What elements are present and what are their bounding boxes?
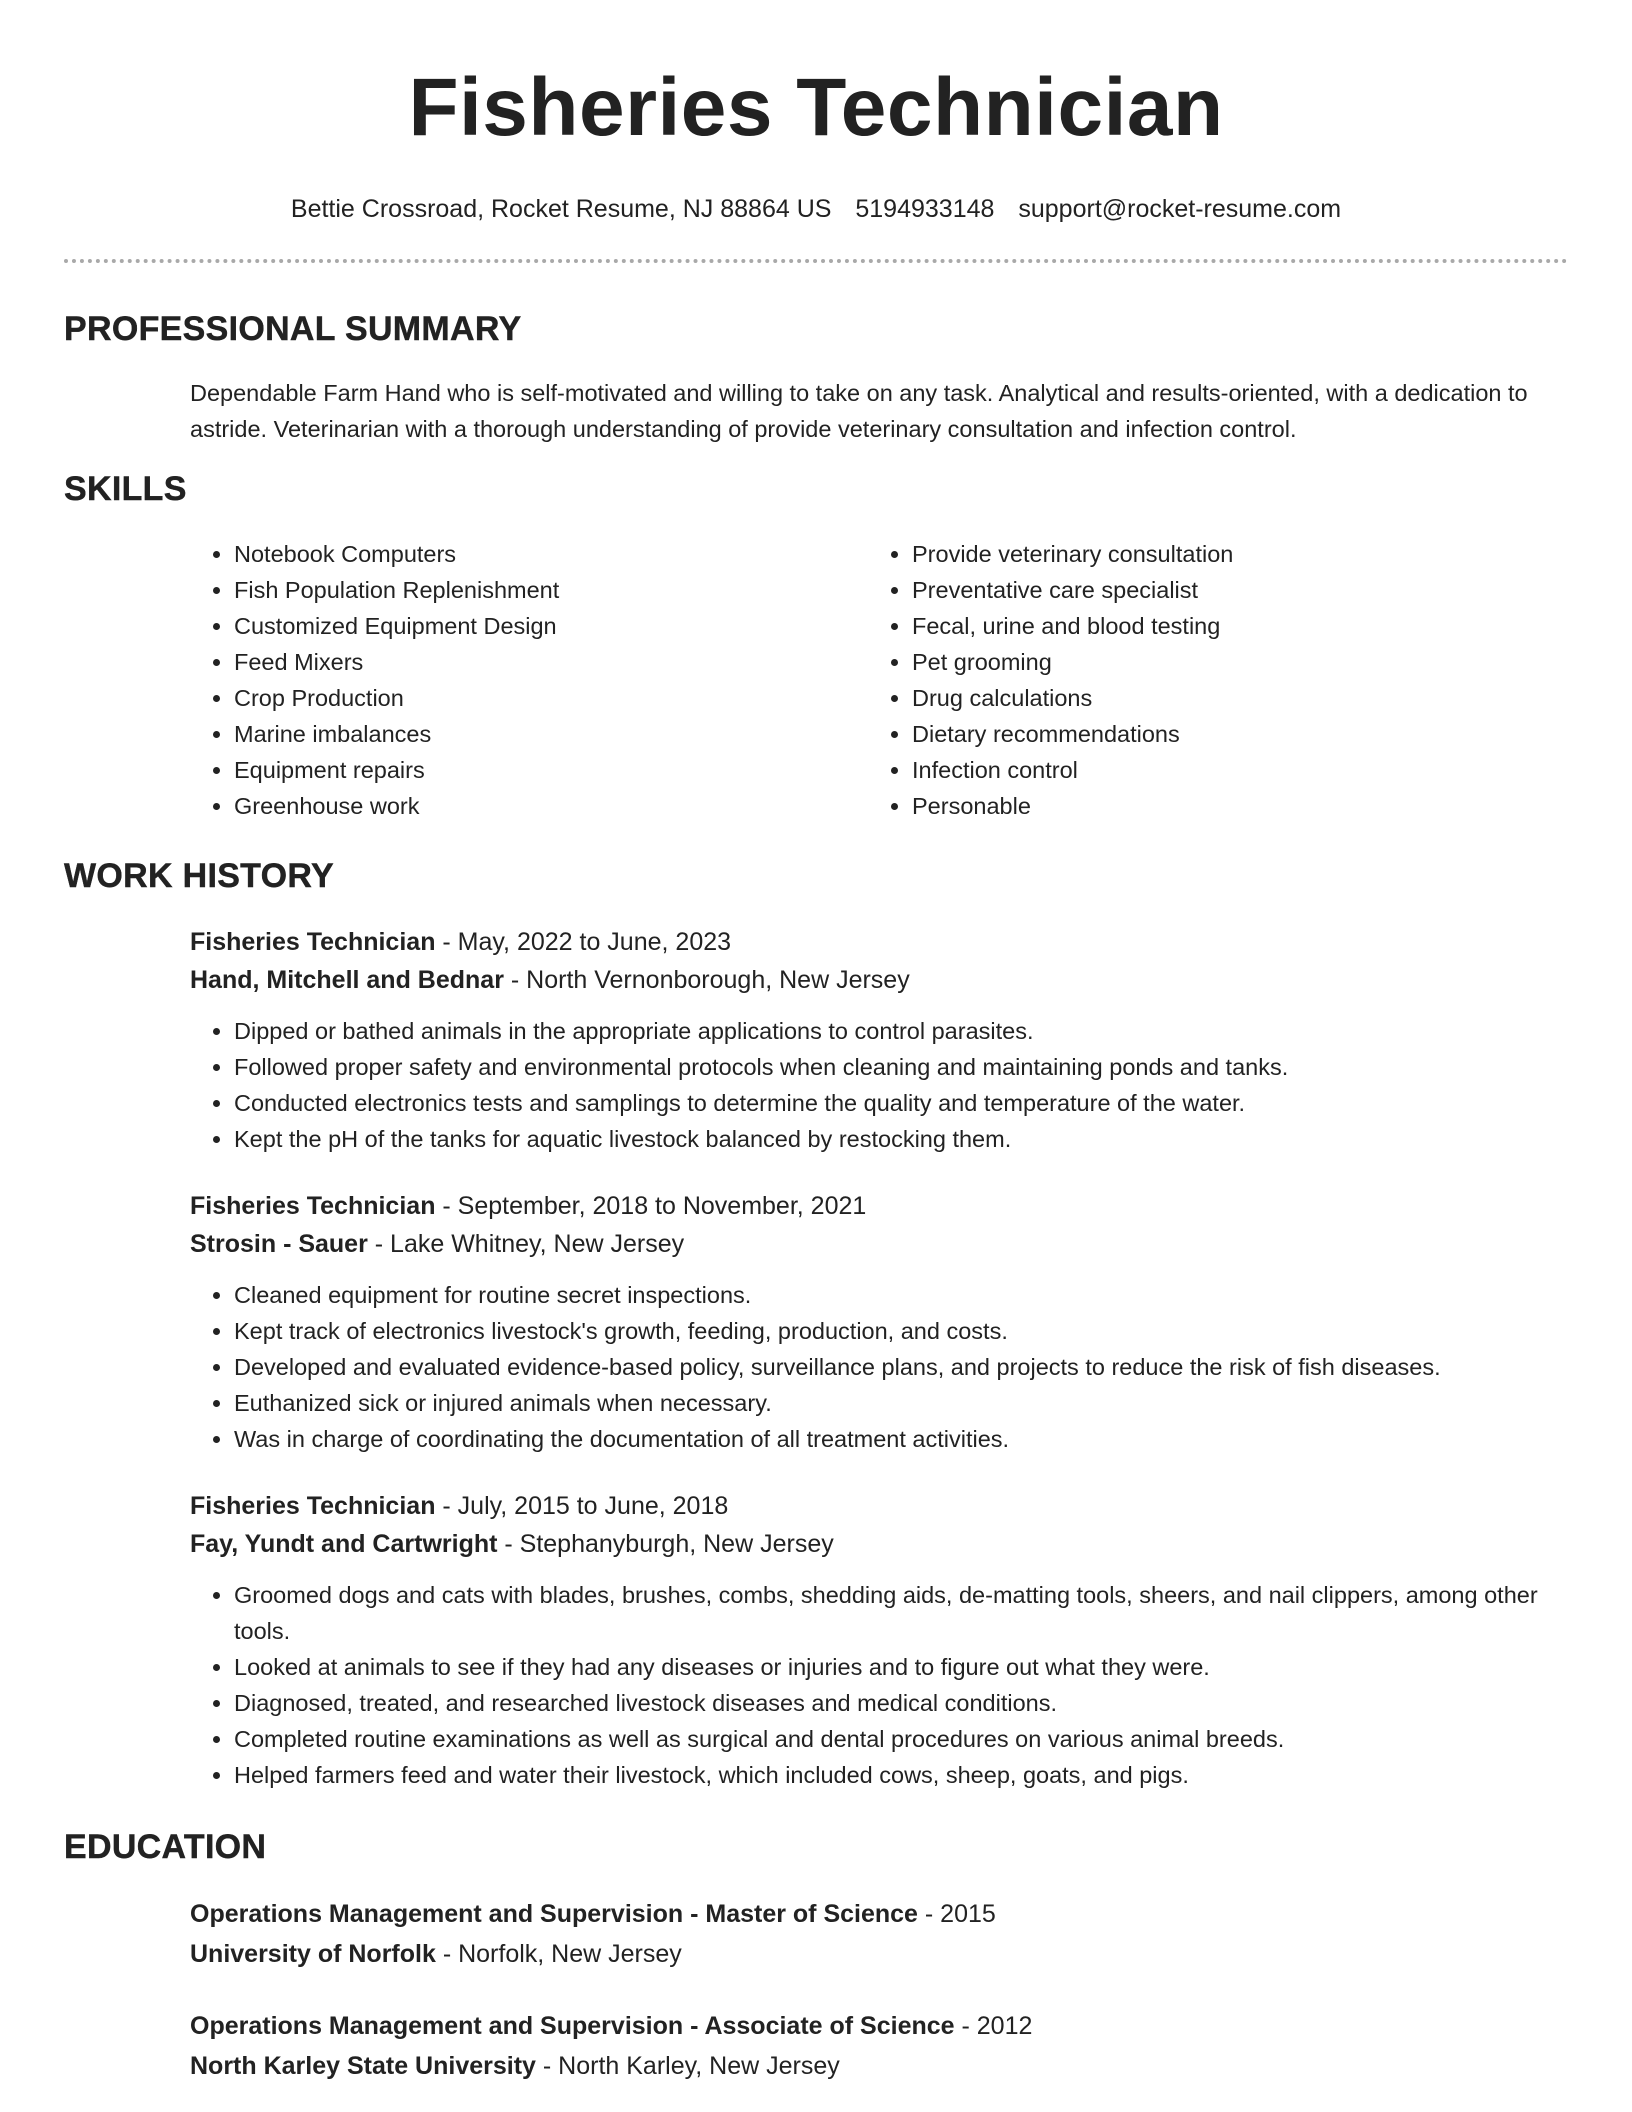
job-company-line [190,961,1568,999]
summary-heading: PROFESSIONAL SUMMARY [64,310,522,348]
job-location: - Lake Whitney, New Jersey [367,1230,685,1258]
job-entry [190,1487,1568,1793]
skill-item: • Dietary recommendations [912,716,1233,752]
job-company: Fay, Yundt and Cartwright [190,1530,498,1558]
education-location: - North Karley, New Jersey [535,2052,840,2080]
job-company: Hand, Mitchell and Bednar [190,966,504,994]
education-school: North Karley State University [190,2052,536,2080]
job-entry [190,1187,1568,1457]
job-title-line [190,1187,1568,1225]
job-bullets [190,1013,1568,1157]
job-dates: - September, 2018 to November, 2021 [435,1192,867,1220]
contact-email: support@rocket-resume.com [1018,195,1342,223]
education-heading: EDUCATION [64,1828,267,1866]
job-entry [190,923,1568,1157]
job-bullet: • Conducted electronics tests and samplings to determine the quality and temperature of the water. [234,1085,1568,1121]
job-bullet: • Kept track of electronics livestock's growth, feeding, production, and costs. [234,1313,1568,1349]
job-bullet: • Helped farmers feed and water their livestock, which included cows, sheep, goats, and pigs. [234,1757,1568,1793]
skill-item: • Pet grooming [912,644,1233,680]
skills-list-right [868,536,1233,824]
skill-item: • Fecal, urine and blood testing [912,608,1233,644]
contact-line [64,194,1568,224]
resume-name: Fisheries Technician [408,62,1224,153]
education-degree-line [190,1894,1568,1934]
contact-phone: 5194933148 [855,195,995,223]
skill-item: • Customized Equipment Design [234,608,868,644]
education-year: - 2012 [954,2012,1033,2040]
skill-item: • Infection control [912,752,1233,788]
job-title: Fisheries Technician [190,928,436,956]
skill-item: • Personable [912,788,1233,824]
skill-item: • Notebook Computers [234,536,868,572]
skill-item: • Feed Mixers [234,644,868,680]
job-bullet: • Euthanized sick or injured animals when necessary. [234,1385,1568,1421]
job-bullet: • Dipped or bathed animals in the appropriate applications to control parasites. [234,1013,1568,1049]
work-history-heading: WORK HISTORY [64,857,334,895]
job-bullets [190,1577,1568,1793]
skills-section [64,536,1568,824]
education-school-line [190,1934,1568,1974]
education-school-line [190,2046,1568,2086]
education-degree: Operations Management and Supervision - Associate of Science [190,2012,955,2040]
job-bullet: • Developed and evaluated evidence-based policy, surveillance plans, and projects to reduce the risk of fish diseases. [234,1349,1568,1385]
header-divider [64,259,1568,263]
summary-section [190,375,1568,447]
summary-text: Dependable Farm Hand who is self-motivated and willing to take on any task. Analytical and results-oriented, with a dedication to astride. Veterinarian with a thorough understanding of provide veterinary consultation and infection control. [190,380,1528,442]
job-dates: - July, 2015 to June, 2018 [435,1492,729,1520]
job-bullet: • Completed routine examinations as well as surgical and dental procedures on various animal breeds. [234,1721,1568,1757]
job-location: - Stephanyburgh, New Jersey [497,1530,834,1558]
skill-item: • Provide veterinary consultation [912,536,1233,572]
skill-item: • Greenhouse work [234,788,868,824]
job-title-line [190,1487,1568,1525]
job-bullet: • Kept the pH of the tanks for aquatic livestock balanced by restocking them. [234,1121,1568,1157]
job-location: - North Vernonborough, New Jersey [503,966,910,994]
education-school: University of Norfolk [190,1940,436,1968]
contact-address: Bettie Crossroad, Rocket Resume, NJ 88864 US [290,195,832,223]
job-bullet: • Diagnosed, treated, and researched livestock diseases and medical conditions. [234,1685,1568,1721]
job-bullet: • Followed proper safety and environmental protocols when cleaning and maintaining ponds and tanks. [234,1049,1568,1085]
education-entry [190,2006,1568,2086]
skill-item: • Drug calculations [912,680,1233,716]
job-title: Fisheries Technician [190,1192,436,1220]
skill-item: • Preventative care specialist [912,572,1233,608]
job-bullet: • Cleaned equipment for routine secret inspections. [234,1277,1568,1313]
skill-item: • Crop Production [234,680,868,716]
education-degree: Operations Management and Supervision - Master of Science [190,1900,918,1928]
job-company-line [190,1525,1568,1563]
education-entry [190,1894,1568,1974]
education-degree-line [190,2006,1568,2046]
skill-item: • Fish Population Replenishment [234,572,868,608]
skills-heading: SKILLS [64,470,187,508]
skill-item: • Marine imbalances [234,716,868,752]
job-company-line [190,1225,1568,1263]
skill-item: • Equipment repairs [234,752,868,788]
job-bullet: • Was in charge of coordinating the documentation of all treatment activities. [234,1421,1568,1457]
education-location: - Norfolk, New Jersey [435,1940,682,1968]
job-company: Strosin - Sauer [190,1230,368,1258]
job-bullet: • Groomed dogs and cats with blades, brushes, combs, shedding aids, de-matting tools, sheers, and nail clippers, among other tools. [234,1577,1568,1649]
job-bullet: • Looked at animals to see if they had any diseases or injuries and to figure out what they were. [234,1649,1568,1685]
job-title-line [190,923,1568,961]
skills-list-left [64,536,868,824]
job-bullets [190,1277,1568,1457]
job-title: Fisheries Technician [190,1492,436,1520]
education-year: - 2015 [917,1900,996,1928]
job-dates: - May, 2022 to June, 2023 [435,928,732,956]
